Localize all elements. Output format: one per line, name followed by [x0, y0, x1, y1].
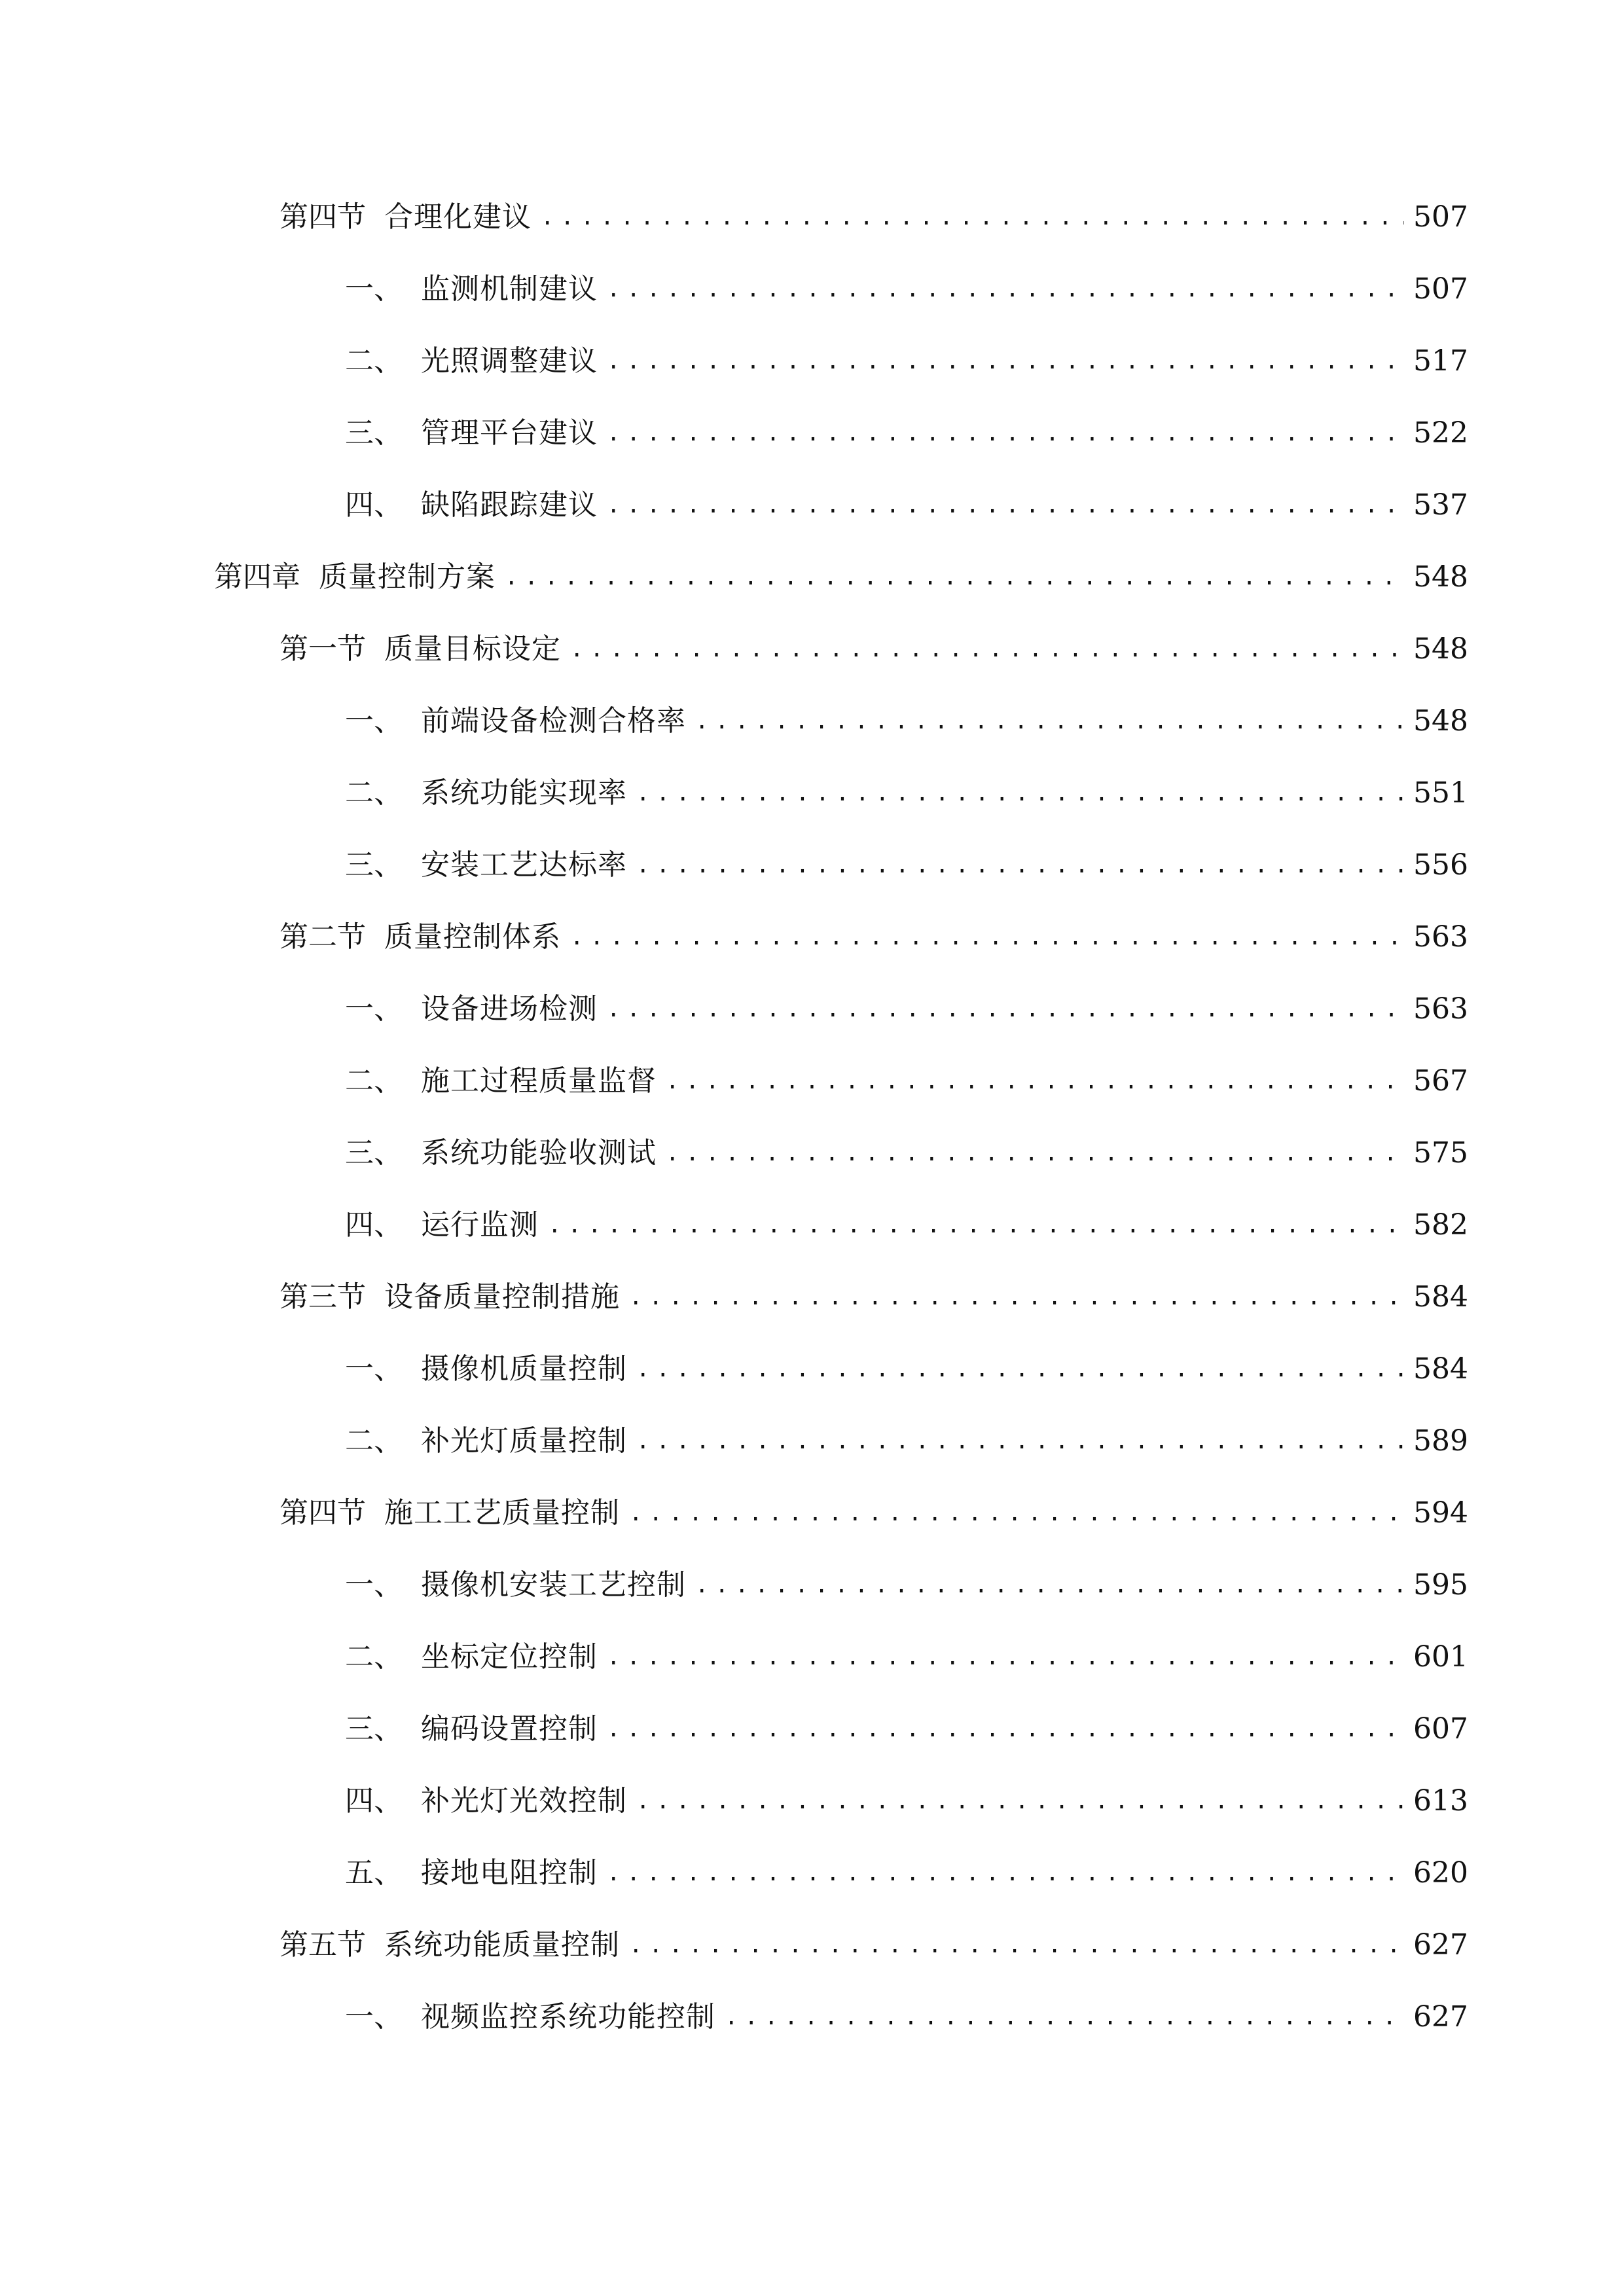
- toc-entry-number: 一、: [345, 272, 403, 306]
- toc-entry-page-number: 548: [1413, 632, 1468, 666]
- toc-entry-title: 系统功能质量控制: [384, 1928, 620, 1962]
- toc-entry-page-number: 507: [1413, 272, 1468, 306]
- toc-entry-number: 二、: [345, 1424, 403, 1458]
- toc-entry-number: 四、: [345, 488, 403, 522]
- toc-entry-number: 一、: [345, 992, 403, 1026]
- toc-entry-title: 接地电阻控制: [421, 1856, 598, 1890]
- toc-entry-page-number: 607: [1413, 1712, 1468, 1746]
- toc-entry-number: 一、: [345, 1568, 403, 1602]
- toc-dot-leader: [570, 911, 1404, 963]
- toc-entry-number: 四、: [345, 1784, 403, 1818]
- toc-dot-leader: [607, 407, 1404, 459]
- toc-entry-title: 光照调整建议: [421, 344, 598, 378]
- toc-entry-title: 合理化建议: [384, 200, 532, 234]
- toc-entry-page-number: 601: [1413, 1640, 1468, 1674]
- toc-entry[interactable]: [280, 1919, 1468, 1971]
- toc-dot-leader: [570, 623, 1404, 675]
- toc-entry-title: 坐标定位控制: [421, 1640, 598, 1674]
- toc-entry-number: 三、: [345, 848, 403, 882]
- toc-entry[interactable]: [345, 839, 1468, 891]
- toc-entry[interactable]: [345, 983, 1468, 1035]
- toc-entry-title: 质量目标设定: [384, 632, 561, 666]
- toc-entry-number: 第四节: [280, 1496, 366, 1530]
- toc-dot-leader: [607, 1631, 1404, 1683]
- toc-entry-number: 二、: [345, 344, 403, 378]
- toc-entry[interactable]: [345, 1703, 1468, 1755]
- toc-entry[interactable]: [280, 1487, 1468, 1539]
- toc-entry-title: 系统功能实现率: [421, 776, 627, 810]
- toc-entry[interactable]: [345, 695, 1468, 747]
- toc-entry[interactable]: [280, 623, 1468, 675]
- toc-dot-leader: [636, 1343, 1404, 1395]
- toc-entry-number: 第四节: [280, 200, 366, 234]
- toc-entry-title: 补光灯光效控制: [421, 1784, 627, 1818]
- toc-entry-title: 质量控制体系: [384, 920, 561, 954]
- toc-entry-title: 施工工艺质量控制: [384, 1496, 620, 1530]
- toc-entry-title: 质量控制方案: [319, 560, 496, 594]
- toc-entry-title: 视频监控系统功能控制: [421, 2000, 715, 2034]
- toc-entry-number: 五、: [345, 1856, 403, 1890]
- toc-entry-page-number: 522: [1413, 416, 1468, 450]
- toc-dot-leader: [629, 1487, 1404, 1539]
- toc-entry-number: 第一节: [280, 632, 366, 666]
- toc-entry-page-number: 517: [1413, 344, 1468, 378]
- toc-entry[interactable]: [280, 191, 1468, 243]
- toc-entry-number: 三、: [345, 416, 403, 450]
- toc-entry-title: 管理平台建议: [421, 416, 598, 450]
- toc-entry-title: 运行监测: [421, 1208, 539, 1242]
- toc-entry-page-number: 548: [1413, 560, 1468, 594]
- toc-entry-page-number: 620: [1413, 1856, 1468, 1890]
- toc-entry-title: 设备质量控制措施: [384, 1280, 620, 1314]
- toc-dot-leader: [505, 551, 1404, 603]
- toc-entry-page-number: 627: [1413, 2000, 1468, 2034]
- toc-entry-title: 安装工艺达标率: [421, 848, 627, 882]
- toc-entry-title: 摄像机质量控制: [421, 1352, 627, 1386]
- toc-entry-number: 一、: [345, 2000, 403, 2034]
- toc-entry[interactable]: [345, 1055, 1468, 1107]
- toc-entry[interactable]: [345, 1415, 1468, 1467]
- toc-entry-title: 设备进场检测: [421, 992, 598, 1026]
- toc-entry-page-number: 537: [1413, 488, 1468, 522]
- toc-entry-page-number: 563: [1413, 920, 1468, 954]
- toc-entry-page-number: 582: [1413, 1208, 1468, 1242]
- toc-entry[interactable]: [345, 1343, 1468, 1395]
- toc-entry-page-number: 627: [1413, 1928, 1468, 1962]
- toc-entry[interactable]: [345, 1631, 1468, 1683]
- toc-entry-number: 第二节: [280, 920, 366, 954]
- toc-entry-page-number: 567: [1413, 1064, 1468, 1098]
- toc-entry-page-number: 613: [1413, 1784, 1468, 1818]
- toc-entry-title: 缺陷跟踪建议: [421, 488, 598, 522]
- toc-entry-number: 四、: [345, 1208, 403, 1242]
- toc-dot-leader: [607, 335, 1404, 387]
- toc-entry[interactable]: [345, 1775, 1468, 1827]
- toc-entry-page-number: 575: [1413, 1136, 1468, 1170]
- toc-dot-leader: [607, 1847, 1404, 1899]
- toc-entry-page-number: 584: [1413, 1352, 1468, 1386]
- toc-entry[interactable]: [345, 479, 1468, 531]
- toc-entry-title: 施工过程质量监督: [421, 1064, 657, 1098]
- toc-entry-title: 补光灯质量控制: [421, 1424, 627, 1458]
- toc-entry-number: 二、: [345, 776, 403, 810]
- toc-entry[interactable]: [280, 911, 1468, 963]
- toc-entry-number: 三、: [345, 1712, 403, 1746]
- toc-entry-title: 编码设置控制: [421, 1712, 598, 1746]
- toc-dot-leader: [548, 1199, 1404, 1251]
- toc-entry-number: 第五节: [280, 1928, 366, 1962]
- toc-entry-page-number: 594: [1413, 1496, 1468, 1530]
- toc-entry-page-number: 589: [1413, 1424, 1468, 1458]
- toc-entry-page-number: 563: [1413, 992, 1468, 1026]
- toc-dot-leader: [666, 1055, 1404, 1107]
- toc-entry[interactable]: [345, 1991, 1468, 2043]
- toc-entry-page-number: 507: [1413, 200, 1468, 234]
- toc-dot-leader: [629, 1271, 1404, 1323]
- toc-entry-number: 三、: [345, 1136, 403, 1170]
- toc-entry-title: 摄像机安装工艺控制: [421, 1568, 686, 1602]
- toc-entry[interactable]: [345, 767, 1468, 819]
- toc-entry-number: 二、: [345, 1640, 403, 1674]
- toc-entry-page-number: 551: [1413, 776, 1468, 810]
- toc-entry-number: 一、: [345, 1352, 403, 1386]
- toc-dot-leader: [695, 695, 1404, 747]
- toc-dot-leader: [636, 1775, 1404, 1827]
- toc-dot-leader: [636, 1415, 1404, 1467]
- toc-entry[interactable]: [345, 1847, 1468, 1899]
- toc-dot-leader: [541, 191, 1404, 243]
- toc-entry[interactable]: [345, 335, 1468, 387]
- toc-dot-leader: [695, 1559, 1404, 1611]
- toc-dot-leader: [636, 767, 1404, 819]
- toc-entry[interactable]: [345, 263, 1468, 315]
- toc-entry-page-number: 548: [1413, 704, 1468, 738]
- toc-entry-title: 前端设备检测合格率: [421, 704, 686, 738]
- toc-dot-leader: [607, 1703, 1404, 1755]
- toc-entry[interactable]: [345, 407, 1468, 459]
- toc-entry-title: 系统功能验收测试: [421, 1136, 657, 1170]
- toc-entry-number: 第三节: [280, 1280, 366, 1314]
- toc-entry-number: 第四章: [214, 560, 300, 594]
- toc-entry-page-number: 556: [1413, 848, 1468, 882]
- toc-entry-page-number: 584: [1413, 1280, 1468, 1314]
- toc-dot-leader: [629, 1919, 1404, 1971]
- toc-dot-leader: [636, 839, 1404, 891]
- toc-dot-leader: [666, 1127, 1404, 1179]
- toc-entry-number: 二、: [345, 1064, 403, 1098]
- toc-entry-page-number: 595: [1413, 1568, 1468, 1602]
- toc-entry[interactable]: [280, 1271, 1468, 1323]
- toc-dot-leader: [607, 263, 1404, 315]
- toc-entry[interactable]: [214, 551, 1468, 603]
- toc-entry[interactable]: [345, 1559, 1468, 1611]
- toc-dot-leader: [607, 983, 1404, 1035]
- toc-dot-leader: [607, 479, 1404, 531]
- toc-entry[interactable]: [345, 1199, 1468, 1251]
- toc-entry[interactable]: [345, 1127, 1468, 1179]
- toc-entry-number: 一、: [345, 704, 403, 738]
- toc-entry-title: 监测机制建议: [421, 272, 598, 306]
- toc-dot-leader: [725, 1991, 1404, 2043]
